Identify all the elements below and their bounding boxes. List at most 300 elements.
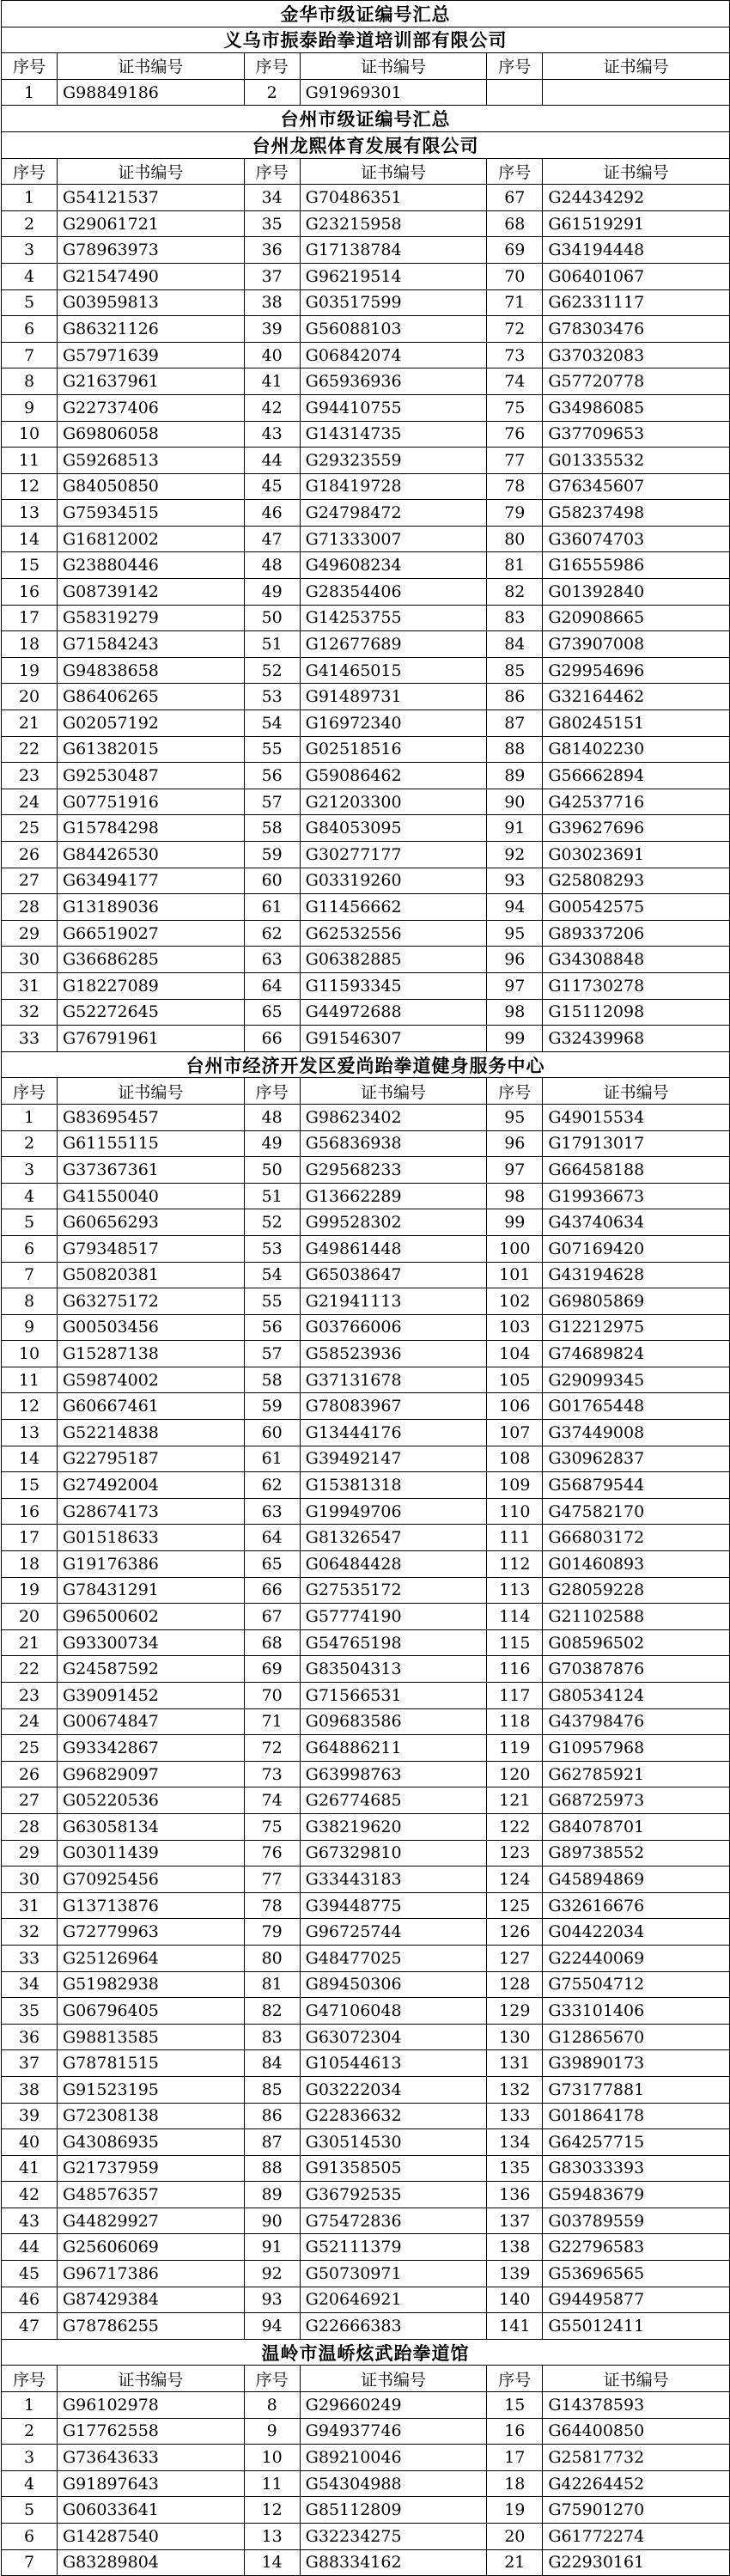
certificate-number-cell: G47582170 [543, 1499, 730, 1526]
certificate-number-cell: G07169420 [543, 1236, 730, 1263]
index-cell: 4 [2, 2471, 58, 2498]
index-cell: 136 [487, 2182, 543, 2208]
certificate-number-cell: G29061721 [58, 211, 245, 238]
certificate-number-cell: G06796405 [58, 1998, 245, 2025]
certificate-number-cell: G37032083 [543, 343, 730, 369]
certificate-number-cell: G74689824 [543, 1341, 730, 1367]
index-cell: 45 [2, 2261, 58, 2287]
table-row [2, 2550, 730, 2576]
table-row [2, 1315, 730, 1342]
certificate-number-cell: G43194628 [543, 1263, 730, 1289]
certificate-number-cell: G10544613 [301, 2050, 488, 2077]
certificate-number-cell: G59268513 [58, 448, 245, 474]
table-row [2, 2156, 730, 2183]
index-cell: 74 [245, 1787, 301, 1814]
index-cell: 18 [2, 631, 58, 658]
table-row [2, 1656, 730, 1683]
certificate-number-cell: G63494177 [58, 868, 245, 895]
certificate-number-cell: G20908665 [543, 606, 730, 632]
table-row [2, 658, 730, 685]
index-cell: 74 [487, 368, 543, 395]
section-title: 台州龙熙体育发展有限公司 [2, 132, 730, 159]
index-cell: 31 [2, 973, 58, 1000]
certificate-number-cell: G63275172 [58, 1288, 245, 1315]
index-cell: 41 [2, 2156, 58, 2183]
certificate-number-cell: G14287540 [58, 2524, 245, 2550]
index-cell: 50 [245, 1157, 301, 1184]
index-cell: 42 [2, 2182, 58, 2208]
certificate-number-cell: G73907008 [543, 631, 730, 658]
table-row [2, 1946, 730, 1972]
index-cell: 17 [2, 606, 58, 632]
index-cell: 80 [487, 527, 543, 553]
index-cell: 88 [245, 2156, 301, 2183]
certificate-number-cell: G02518516 [301, 737, 488, 764]
index-cell: 48 [245, 1105, 301, 1131]
index-cell: 41 [245, 368, 301, 395]
certificate-number-cell: G96725744 [301, 1919, 488, 1946]
index-cell: 15 [2, 1472, 58, 1499]
certificate-number-cell: G25606069 [58, 2234, 245, 2261]
table-row [2, 2129, 730, 2156]
index-cell: 95 [487, 921, 543, 947]
table-row [2, 2471, 730, 2498]
certificate-number-cell: G16555986 [543, 552, 730, 579]
table-row [2, 737, 730, 764]
index-cell: 64 [245, 1525, 301, 1551]
index-cell: 25 [2, 815, 58, 842]
index-cell: 87 [245, 2129, 301, 2156]
index-cell: 32 [2, 1000, 58, 1026]
index-cell: 78 [245, 1893, 301, 1920]
index-cell: 8 [2, 368, 58, 395]
certificate-number-cell: G96717386 [58, 2261, 245, 2287]
index-cell: 86 [487, 684, 543, 710]
certificate-number-cell: G33443183 [301, 1867, 488, 1893]
index-cell: 62 [245, 921, 301, 947]
certificate-number-cell: G06401067 [543, 264, 730, 290]
certificate-number-cell: G94937746 [301, 2419, 488, 2445]
index-cell: 91 [245, 2234, 301, 2261]
certificate-number-cell: G72779963 [58, 1919, 245, 1946]
index-cell: 14 [2, 527, 58, 553]
index-cell: 40 [245, 343, 301, 369]
index-cell: 38 [2, 2077, 58, 2104]
index-cell: 55 [245, 737, 301, 764]
table-row [2, 80, 730, 107]
certificate-number-cell: G51982938 [58, 1972, 245, 1999]
table-row [2, 1341, 730, 1367]
certificate-number-cell: G73643633 [58, 2445, 245, 2471]
index-cell: 118 [487, 1709, 543, 1736]
certificate-number-cell: G79348517 [58, 1236, 245, 1263]
table-row [2, 1551, 730, 1578]
index-cell: 39 [245, 316, 301, 343]
certificate-number-cell: G50820381 [58, 1263, 245, 1289]
index-cell: 82 [487, 579, 543, 606]
index-cell: 26 [2, 1762, 58, 1788]
index-cell: 94 [487, 894, 543, 921]
index-cell: 60 [245, 1420, 301, 1446]
table-row [2, 1867, 730, 1893]
index-cell: 17 [487, 2445, 543, 2471]
index-cell: 19 [2, 1578, 58, 1605]
index-cell: 2 [2, 211, 58, 238]
table-row [2, 579, 730, 606]
index-cell: 52 [245, 1209, 301, 1236]
index-cell: 10 [2, 1341, 58, 1367]
column-header: 序号 [245, 159, 301, 186]
column-header: 序号 [2, 53, 58, 80]
certificate-number-cell: G68725973 [543, 1787, 730, 1814]
table-row [2, 2445, 730, 2471]
index-cell: 75 [487, 395, 543, 422]
certificate-number-cell: G42537716 [543, 789, 730, 816]
index-cell: 127 [487, 1946, 543, 1972]
index-cell: 139 [487, 2261, 543, 2287]
certificate-number-cell: G30514530 [301, 2129, 488, 2156]
index-cell: 129 [487, 1998, 543, 2025]
certificate-number-cell: G99528302 [301, 1209, 488, 1236]
index-cell: 83 [245, 2025, 301, 2051]
index-cell: 80 [245, 1946, 301, 1972]
certificate-number-cell: G13444176 [301, 1420, 488, 1446]
index-cell: 18 [487, 2471, 543, 2498]
index-cell: 101 [487, 1263, 543, 1289]
certificate-number-cell: G83033393 [543, 2156, 730, 2183]
certificate-number-cell: G32439968 [543, 1026, 730, 1052]
certificate-number-cell: G14314735 [301, 422, 488, 448]
index-cell: 53 [245, 1236, 301, 1263]
certificate-number-cell: G14378593 [543, 2392, 730, 2419]
certificate-number-cell: G84078701 [543, 1814, 730, 1841]
certificate-number-cell: G03766006 [301, 1315, 488, 1342]
certificate-number-cell: G01864178 [543, 2104, 730, 2130]
certificate-number-cell: G84426530 [58, 842, 245, 868]
index-cell: 90 [487, 789, 543, 816]
index-cell: 138 [487, 2234, 543, 2261]
table-header-row [2, 1078, 730, 1105]
certificate-number-cell: G66803172 [543, 1525, 730, 1551]
index-cell: 125 [487, 1893, 543, 1920]
certificate-number-cell: G47106048 [301, 1998, 488, 2025]
index-cell: 5 [2, 2497, 58, 2524]
certificate-number-cell: G25808293 [543, 868, 730, 895]
certificate-number-cell: G36686285 [58, 947, 245, 973]
index-cell: 21 [2, 1630, 58, 1657]
certificate-number-cell: G60656293 [58, 1209, 245, 1236]
section-title: 温岭市温峤炫武跆拳道馆 [2, 2340, 730, 2366]
certificate-number-cell: G32164462 [543, 684, 730, 710]
certificate-number-cell: G03517599 [301, 290, 488, 317]
certificate-number-cell: G23215958 [301, 211, 488, 238]
index-cell: 64 [245, 973, 301, 1000]
index-cell: 96 [487, 947, 543, 973]
index-cell: 114 [487, 1604, 543, 1630]
table-row [2, 474, 730, 501]
index-cell: 11 [2, 448, 58, 474]
index-cell: 112 [487, 1551, 543, 1578]
index-cell: 84 [487, 631, 543, 658]
certificate-number-cell: G98849186 [58, 80, 245, 107]
column-header: 证书编号 [301, 159, 488, 186]
column-header: 证书编号 [301, 2366, 488, 2392]
certificate-number-cell: G59874002 [58, 1367, 245, 1394]
certificate-number-cell: G05220536 [58, 1787, 245, 1814]
table-row [2, 1814, 730, 1841]
certificate-number-cell: G04422034 [543, 1919, 730, 1946]
certificate-number-cell: G78083967 [301, 1393, 488, 1420]
index-cell: 104 [487, 1341, 543, 1367]
index-cell: 81 [245, 1972, 301, 1999]
index-cell: 43 [2, 2208, 58, 2235]
index-cell: 116 [487, 1656, 543, 1683]
index-cell: 76 [487, 422, 543, 448]
index-cell: 8 [2, 1288, 58, 1315]
certificate-number-cell: G69805869 [543, 1288, 730, 1315]
index-cell: 8 [245, 2392, 301, 2419]
index-cell: 89 [487, 763, 543, 789]
column-header: 序号 [245, 53, 301, 80]
certificate-number-cell: G39448775 [301, 1893, 488, 1920]
index-cell: 48 [245, 552, 301, 579]
certificate-number-cell: G65936936 [301, 368, 488, 395]
certificate-number-cell: G30962837 [543, 1446, 730, 1473]
table-row [2, 1525, 730, 1551]
table-row [2, 1393, 730, 1420]
index-cell: 31 [2, 1893, 58, 1920]
index-cell: 51 [245, 1184, 301, 1210]
index-cell: 85 [245, 2077, 301, 2104]
certificate-number-cell: G58319279 [58, 606, 245, 632]
index-cell: 78 [487, 474, 543, 501]
index-cell: 100 [487, 1236, 543, 1263]
certificate-number-cell: G39091452 [58, 1683, 245, 1709]
index-cell: 30 [2, 947, 58, 973]
certificate-number-cell: G94410755 [301, 395, 488, 422]
certificate-number-cell: G61772274 [543, 2524, 730, 2550]
certificate-number-cell: G71566531 [301, 1683, 488, 1709]
index-cell: 49 [245, 579, 301, 606]
section-title: 金华市级证编号汇总 [2, 1, 730, 27]
table-row [2, 921, 730, 947]
index-cell: 106 [487, 1393, 543, 1420]
index-cell: 14 [245, 2550, 301, 2576]
certificate-number-cell [543, 80, 730, 107]
index-cell: 130 [487, 2025, 543, 2051]
index-cell: 71 [245, 1709, 301, 1736]
table-row [2, 237, 730, 264]
table-row [2, 2524, 730, 2550]
certificate-number-cell: G00542575 [543, 894, 730, 921]
index-cell: 86 [245, 2104, 301, 2130]
certificate-number-cell: G89450306 [301, 1972, 488, 1999]
certificate-number-cell: G33101406 [543, 1998, 730, 2025]
certificate-number-cell: G85112809 [301, 2497, 488, 2524]
certificate-number-cell: G84053095 [301, 815, 488, 842]
certificate-number-cell: G21102588 [543, 1604, 730, 1630]
index-cell: 20 [2, 1604, 58, 1630]
index-cell: 19 [2, 658, 58, 685]
certificate-number-cell: G73177881 [543, 2077, 730, 2104]
certificate-number-cell: G72308138 [58, 2104, 245, 2130]
certificate-number-cell: G13662289 [301, 1184, 488, 1210]
index-cell: 7 [2, 1263, 58, 1289]
index-cell: 128 [487, 1972, 543, 1999]
certificate-number-cell: G64257715 [543, 2129, 730, 2156]
index-cell: 70 [245, 1683, 301, 1709]
certificate-number-cell: G32234275 [301, 2524, 488, 2550]
index-cell: 84 [245, 2050, 301, 2077]
certificate-number-cell: G62785921 [543, 1762, 730, 1788]
certificate-number-cell: G20646921 [301, 2287, 488, 2314]
certificate-number-cell: G58237498 [543, 500, 730, 527]
certificate-number-cell: G01392840 [543, 579, 730, 606]
certificate-number-cell: G36792535 [301, 2182, 488, 2208]
table-row [2, 1026, 730, 1052]
certificate-number-cell: G21941113 [301, 1288, 488, 1315]
index-cell: 88 [487, 737, 543, 764]
certificate-number-cell: G25126964 [58, 1946, 245, 1972]
table-row [2, 1683, 730, 1709]
index-cell: 69 [487, 237, 543, 264]
certificate-number-cell: G22795187 [58, 1446, 245, 1473]
certificate-number-cell: G83289804 [58, 2550, 245, 2576]
table-row [2, 2419, 730, 2445]
certificate-number-cell: G38219620 [301, 1814, 488, 1841]
certificate-number-cell: G34986085 [543, 395, 730, 422]
certificate-number-cell: G29660249 [301, 2392, 488, 2419]
index-cell: 38 [245, 290, 301, 317]
certificate-number-cell: G19936673 [543, 1184, 730, 1210]
table-row [2, 947, 730, 973]
index-cell: 42 [245, 395, 301, 422]
index-cell: 29 [2, 921, 58, 947]
certificate-number-cell: G29568233 [301, 1157, 488, 1184]
index-cell: 34 [2, 1972, 58, 1999]
table-row [2, 1630, 730, 1657]
index-cell: 37 [2, 2050, 58, 2077]
certificate-number-cell: G49608234 [301, 552, 488, 579]
table-row [2, 448, 730, 474]
index-cell: 36 [245, 237, 301, 264]
table-row [2, 1578, 730, 1605]
index-cell: 47 [2, 2313, 58, 2340]
certificate-number-cell: G66458188 [543, 1157, 730, 1184]
certificate-number-cell: G28674173 [58, 1499, 245, 1526]
certificate-number-cell: G88334162 [301, 2550, 488, 2576]
certificate-number-cell: G54121537 [58, 185, 245, 211]
index-cell: 23 [2, 1683, 58, 1709]
table-row [2, 368, 730, 395]
certificate-number-cell: G96102978 [58, 2392, 245, 2419]
index-cell: 102 [487, 1288, 543, 1315]
section-title: 台州市级证编号汇总 [2, 106, 730, 132]
section-title: 台州市经济开发区爱尚跆拳道健身服务中心 [2, 1052, 730, 1079]
certificate-number-cell: G86406265 [58, 684, 245, 710]
table-row [2, 211, 730, 238]
index-cell: 10 [245, 2445, 301, 2471]
index-cell: 35 [245, 211, 301, 238]
column-header: 证书编号 [58, 2366, 245, 2392]
certificate-number-cell: G52272645 [58, 1000, 245, 1026]
certificate-number-cell: G62331117 [543, 290, 730, 317]
certificate-number-cell: G76791961 [58, 1026, 245, 1052]
index-cell: 2 [2, 2419, 58, 2445]
index-cell: 3 [2, 2445, 58, 2471]
certificate-number-cell: G91358505 [301, 2156, 488, 2183]
table-row [2, 2208, 730, 2235]
certificate-number-cell: G75934515 [58, 500, 245, 527]
certificate-number-cell: G09683586 [301, 1709, 488, 1736]
index-cell: 7 [2, 2550, 58, 2576]
index-cell: 140 [487, 2287, 543, 2314]
certificate-number-cell: G78781515 [58, 2050, 245, 2077]
certificate-number-cell: G52214838 [58, 1420, 245, 1446]
index-cell: 45 [245, 474, 301, 501]
certificate-number-cell: G70387876 [543, 1656, 730, 1683]
section-title-row [2, 132, 730, 159]
index-cell: 50 [245, 606, 301, 632]
index-cell: 15 [2, 552, 58, 579]
index-cell: 65 [245, 1000, 301, 1026]
index-cell: 56 [245, 763, 301, 789]
certificate-number-cell: G37709653 [543, 422, 730, 448]
certificate-number-cell: G12677689 [301, 631, 488, 658]
index-cell: 68 [487, 211, 543, 238]
index-cell: 134 [487, 2129, 543, 2156]
certificate-number-cell: G70486351 [301, 185, 488, 211]
section-title-row [2, 1052, 730, 1079]
certificate-number-cell: G22440069 [543, 1946, 730, 1972]
index-cell: 131 [487, 2050, 543, 2077]
index-cell: 2 [245, 80, 301, 107]
certificate-number-cell: G94495877 [543, 2287, 730, 2314]
certificate-number-cell: G98813585 [58, 2025, 245, 2051]
index-cell: 122 [487, 1814, 543, 1841]
index-cell: 22 [2, 737, 58, 764]
table-row [2, 500, 730, 527]
certificate-number-cell: G18419728 [301, 474, 488, 501]
certificate-number-cell: G29954696 [543, 658, 730, 685]
table-row [2, 973, 730, 1000]
certificate-number-cell: G48477025 [301, 1946, 488, 1972]
index-cell: 57 [245, 1341, 301, 1367]
certificate-number-cell: G63072304 [301, 2025, 488, 2051]
certificate-number-cell: G63058134 [58, 1814, 245, 1841]
index-cell: 92 [487, 842, 543, 868]
index-cell: 75 [245, 1814, 301, 1841]
certificate-number-cell: G86321126 [58, 316, 245, 343]
certificate-number-cell: G36074703 [543, 527, 730, 553]
column-header: 序号 [487, 2366, 543, 2392]
certificate-number-cell: G32616676 [543, 1893, 730, 1920]
index-cell: 43 [245, 422, 301, 448]
certificate-number-cell: G27492004 [58, 1472, 245, 1499]
certificate-number-cell: G11593345 [301, 973, 488, 1000]
section-title-row [2, 27, 730, 54]
table-row [2, 1184, 730, 1210]
index-cell: 3 [2, 237, 58, 264]
table-header-row [2, 53, 730, 80]
table-row [2, 1263, 730, 1289]
index-cell: 87 [487, 710, 543, 737]
certificate-number-cell: G15287138 [58, 1341, 245, 1367]
table-row [2, 1972, 730, 1999]
index-cell: 16 [487, 2419, 543, 2445]
table-row [2, 1367, 730, 1394]
index-cell: 57 [245, 789, 301, 816]
